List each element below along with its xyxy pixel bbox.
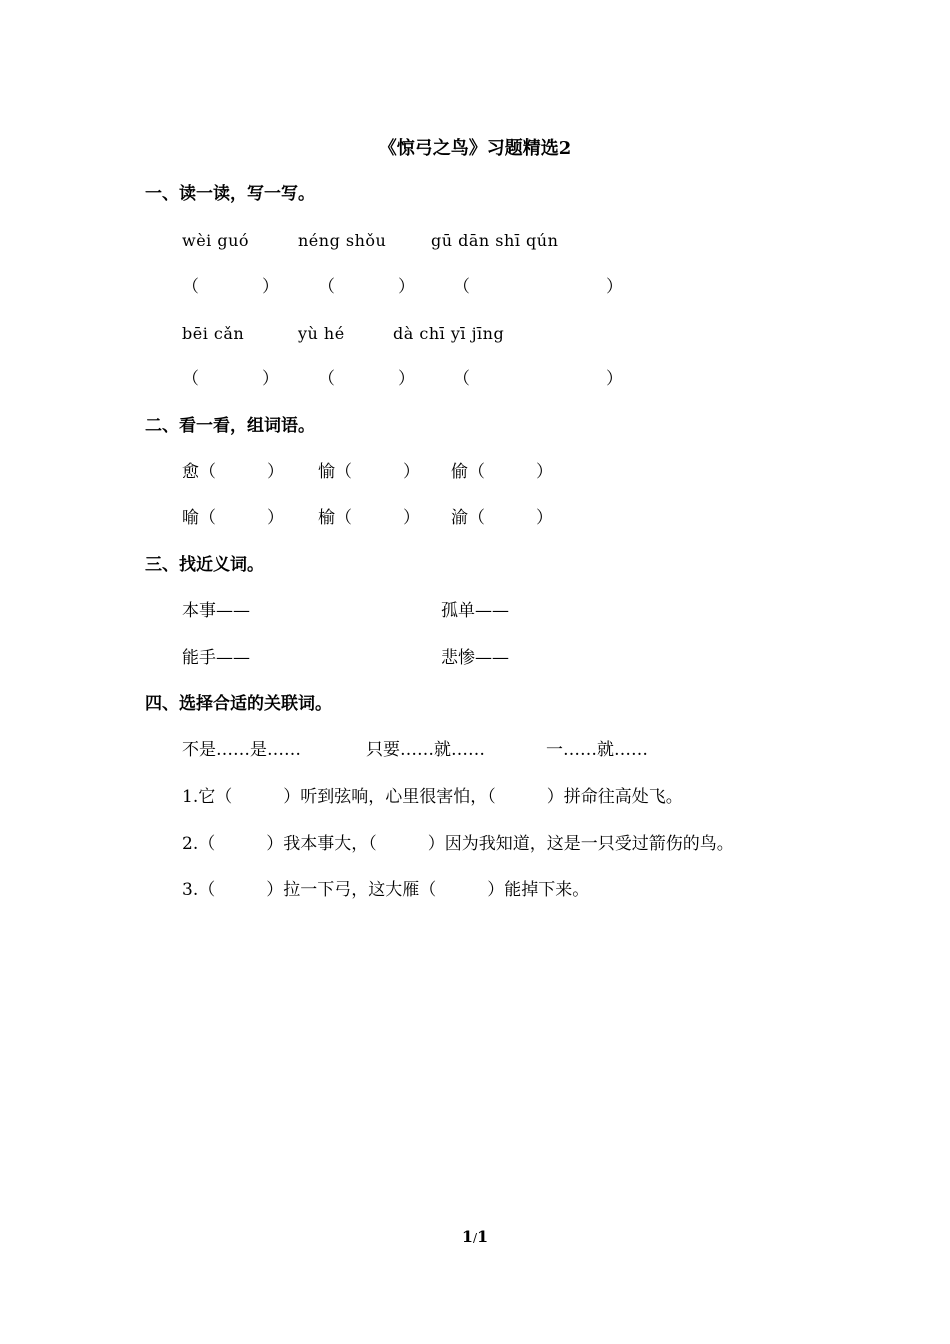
answer-paren-open: （ (182, 277, 199, 297)
conjunction-option: 一……就…… (546, 740, 648, 760)
conjunction-option: 只要……就…… (366, 740, 485, 760)
pinyin-bei-can: bēi cǎn (182, 324, 245, 343)
answer-paren-close: ） (398, 369, 415, 389)
section-1-heading: 一、读一读，写一写。 (145, 184, 315, 204)
fill-sentence-2: 2.（ ）我本事大，（ ）因为我知道，这是一只受过箭伤的鸟。 (182, 834, 734, 854)
section-2-heading: 二、看一看，组词语。 (145, 416, 315, 436)
pinyin-gu-dan-shi-qun: gū dān shī qún (431, 231, 559, 250)
answer-paren-open: （ (318, 277, 335, 297)
pinyin-yu-he: yù hé (298, 324, 345, 343)
answer-paren-close: ） (262, 277, 279, 297)
answer-paren-close: ） (606, 277, 623, 297)
answer-paren-open: （ (182, 369, 199, 389)
answer-paren-open: （ (318, 369, 335, 389)
fill-sentence-3: 3.（ ）拉一下弓，这大雁（ ）能掉下来。 (182, 880, 590, 900)
answer-paren-close: ） (262, 369, 279, 389)
synonym-item: 本事—— (182, 601, 250, 621)
synonym-item: 孤单—— (441, 601, 509, 621)
word-item: 偷（ ） (451, 462, 553, 482)
conjunction-option: 不是……是…… (182, 740, 301, 760)
page-title: 《惊弓之鸟》习题精选2 (378, 138, 572, 159)
page-separator: / (472, 1231, 478, 1245)
word-item: 喻（ ） (182, 508, 284, 528)
answer-paren-close: ） (606, 369, 623, 389)
synonym-item: 能手—— (182, 648, 250, 668)
section-3-heading: 三、找近义词。 (145, 555, 264, 575)
word-item: 愉（ ） (318, 462, 420, 482)
answer-paren-open: （ (453, 277, 470, 297)
pinyin-neng-shou: néng shǒu (298, 231, 387, 250)
current-page: 1 (461, 1227, 473, 1246)
word-item: 愈（ ） (182, 462, 284, 482)
synonym-item: 悲惨—— (441, 648, 509, 668)
answer-paren-close: ） (398, 277, 415, 297)
fill-sentence-1: 1.它（ ）听到弦响，心里很害怕，（ ）拼命往高处飞。 (182, 787, 683, 807)
answer-paren-open: （ (453, 369, 470, 389)
word-item: 渝（ ） (451, 508, 553, 528)
page-number (0, 1229, 950, 1245)
section-4-heading: 四、选择合适的关联词。 (145, 694, 332, 714)
pinyin-wei-guo: wèi guó (182, 231, 250, 250)
total-pages: 1 (477, 1227, 489, 1246)
pinyin-da-chi-yi-jing: dà chī yī jīng (393, 324, 505, 343)
word-item: 榆（ ） (318, 508, 420, 528)
